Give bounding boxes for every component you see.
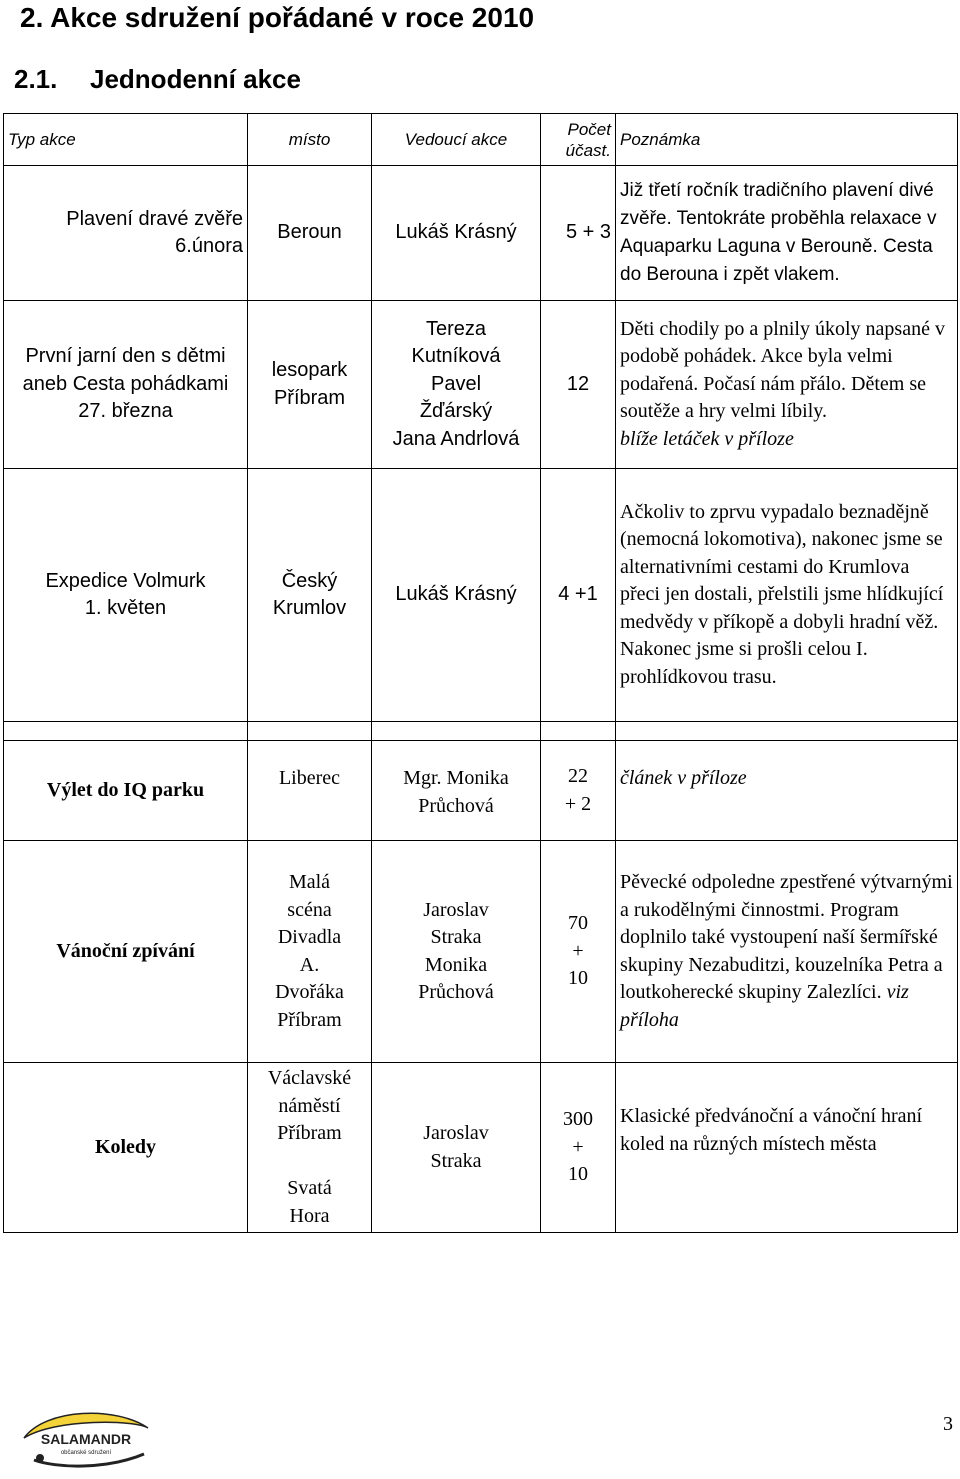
event-leader: Tereza Kutníková Pavel Žďárský Jana Andrlová bbox=[372, 301, 541, 469]
table-row bbox=[4, 166, 958, 301]
table-row bbox=[4, 741, 958, 841]
header-type: Typ akce bbox=[4, 114, 248, 166]
header-count: Počet účast. bbox=[541, 114, 616, 166]
event-leader: Lukáš Krásný bbox=[372, 166, 541, 301]
section-number: 2.1. bbox=[14, 64, 58, 94]
event-count: 22 + 2 bbox=[541, 741, 616, 841]
event-place: Liberec bbox=[248, 741, 372, 841]
page-number: 3 bbox=[943, 1413, 953, 1435]
section-title: Jednodenní akce bbox=[90, 64, 301, 94]
event-type: Výlet do IQ parku bbox=[4, 741, 248, 841]
event-count: 12 bbox=[541, 301, 616, 469]
event-place: Beroun bbox=[248, 166, 372, 301]
header-place: místo bbox=[248, 114, 372, 166]
event-note bbox=[616, 741, 958, 841]
salamandr-logo bbox=[16, 1398, 156, 1472]
note-italic: článek v příloze bbox=[620, 767, 747, 789]
event-type: Vánoční zpívání bbox=[4, 841, 248, 1063]
event-note bbox=[616, 301, 958, 469]
table-spacer bbox=[4, 722, 958, 741]
event-note bbox=[616, 469, 958, 722]
event-type: Koledy bbox=[4, 1063, 248, 1233]
event-leader: Lukáš Krásný bbox=[372, 469, 541, 722]
events-table bbox=[3, 113, 958, 1233]
event-type: Plavení dravé zvěře 6.února bbox=[4, 166, 248, 301]
logo-subtitle: občanské sdružení bbox=[60, 1450, 112, 1456]
event-leader: Mgr. Monika Průchová bbox=[372, 741, 541, 841]
event-note bbox=[616, 841, 958, 1063]
table-row bbox=[4, 301, 958, 469]
event-note bbox=[616, 166, 958, 301]
table-header-row bbox=[4, 114, 958, 166]
header-leader: Vedoucí akce bbox=[372, 114, 541, 166]
event-place: Václavské náměstí Příbram Svatá Hora bbox=[248, 1063, 372, 1233]
note-text: Pěvecké odpoledne zpestřené výtvarnými a rukodělnými činnostmi. Program doplnilo také vystoupení naší šermířské skupiny Nezabuditzi, kouzelníka Petra a loutkoherecké skupiny Zalezlíci. bbox=[620, 871, 953, 1003]
event-type: Expedice Volmurk 1. květen bbox=[4, 469, 248, 722]
event-count: 70 + 10 bbox=[541, 841, 616, 1063]
section-heading bbox=[14, 64, 301, 95]
note-text: Děti chodily po a plnily úkoly napsané v podobě pohádek. Akce byla velmi podařená. Počasí nám přálo. Dětem se soutěže a hry velmi líbily. bbox=[620, 317, 945, 423]
logo-text: SALAMANDR bbox=[40, 1431, 132, 1447]
event-type: První jarní den s dětmi aneb Cesta pohádkami 27. března bbox=[4, 301, 248, 469]
note-italic: viz příloha bbox=[620, 981, 909, 1031]
event-leader: Jaroslav Straka Monika Průchová bbox=[372, 841, 541, 1063]
event-note bbox=[616, 1063, 958, 1233]
note-text: Ačkoliv to zprvu vypadalo beznadějně (nemocná lokomotiva), nakonec jsme se alternativními cestami do Krumlova přeci jen dostali, přelstili jsme hlídkující medvědy v příkopě a dobyli hradní věž. Nakonec jsme si prošli celou I. prohlídkovou trasu. bbox=[620, 500, 944, 688]
header-note: Poznámka bbox=[616, 114, 958, 166]
note-text: Již třetí ročník tradičního plavení divé zvěře. Tentokráte proběhla relaxace v Aquaparku Laguna v Berouně. Cesta do Berouna i zpět vlakem. bbox=[620, 180, 937, 285]
page-heading: 2. Akce sdružení pořádané v roce 2010 bbox=[20, 2, 535, 33]
event-place: lesopark Příbram bbox=[248, 301, 372, 469]
event-count: 300 + 10 bbox=[541, 1063, 616, 1233]
event-count: 4 +1 bbox=[541, 469, 616, 722]
table-row bbox=[4, 841, 958, 1063]
event-place: Český Krumlov bbox=[248, 469, 372, 722]
event-leader: Jaroslav Straka bbox=[372, 1063, 541, 1233]
note-text: Klasické předvánoční a vánoční hraní koled na různých místech města bbox=[620, 1105, 923, 1155]
table-row bbox=[4, 1063, 958, 1233]
event-place: Malá scéna Divadla A. Dvořáka Příbram bbox=[248, 841, 372, 1063]
event-count: 5 + 3 bbox=[541, 166, 616, 301]
table-row bbox=[4, 469, 958, 722]
note-italic: blíže letáček v příloze bbox=[620, 427, 794, 450]
